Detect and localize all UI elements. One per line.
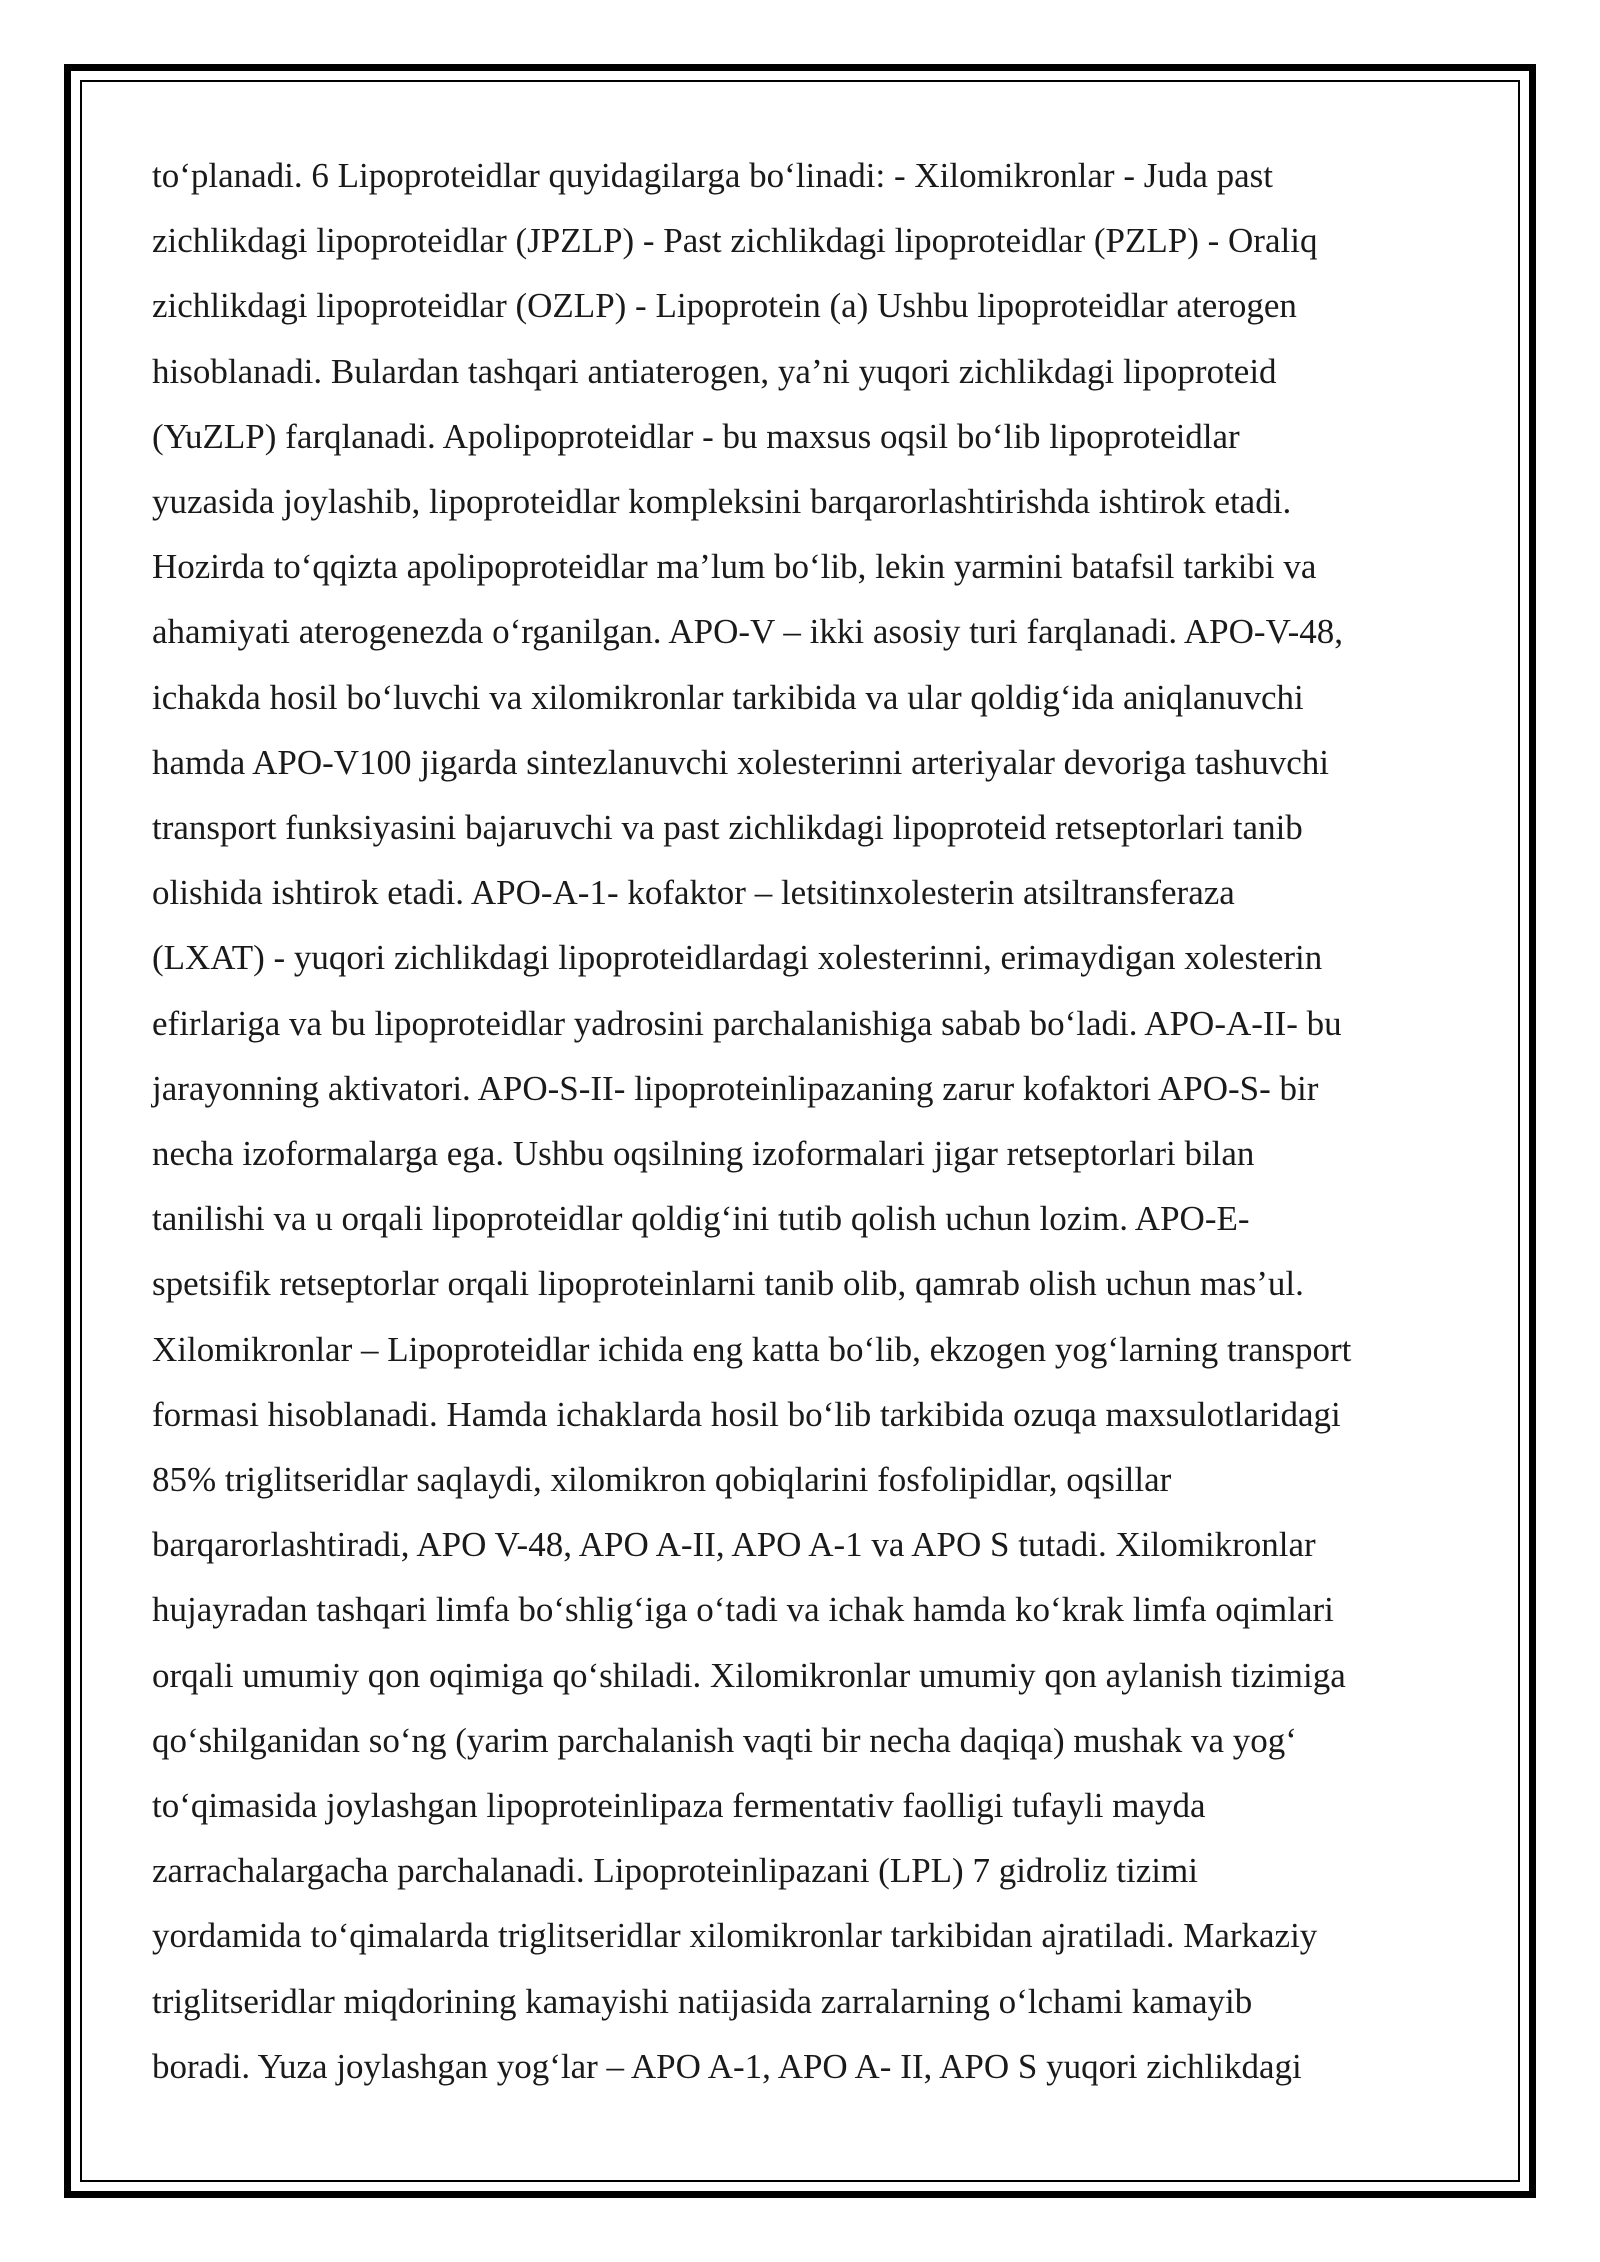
text-line: spetsifik retseptorlar orqali lipoproteinlarni tanib olib, qamrab olish uchun mas’ul. [152,1264,1304,1304]
body-text [152,143,1452,2099]
text-line: necha izoformalarga ega. Ushbu oqsilning izoformalari jigar retseptorlari bilan [152,1134,1255,1174]
text-line: hamda APO-V100 jigarda sintezlanuvchi xolesterinni arteriyalar devoriga tashuvchi [152,742,1329,782]
text-line: boradi. Yuza joylashgan yog‘lar – APO A-1, APO A- II, APO S yuqori zichlikdagi [152,2046,1302,2086]
text-line: ichakda hosil bo‘luvchi va xilomikronlar tarkibida va ular qoldig‘ida aniqlanuvchi [152,677,1304,717]
text-line: orqali umumiy qon oqimiga qo‘shiladi. Xilomikronlar umumiy qon aylanish tizimiga [152,1655,1346,1695]
text-line: Hozirda to‘qqizta apolipoproteidlar ma’lum bo‘lib, lekin yarmini batafsil tarkibi va [152,547,1317,587]
text-line: (LXAT) - yuqori zichlikdagi lipoproteidlardagi xolesterinni, erimaydigan xolesterin [152,938,1323,978]
text-line: Xilomikronlar – Lipoproteidlar ichida eng katta bo‘lib, ekzogen yog‘larning transport [152,1329,1352,1369]
text-line: triglitseridlar miqdorining kamayishi natijasida zarralarning o‘lchami kamayib [152,1981,1253,2021]
text-line: tanilishi va u orqali lipoproteidlar qoldig‘ini tutib qolish uchun lozim. APO-E- [152,1199,1250,1239]
text-line: olishida ishtirok etadi. APO-A-1- kofaktor – letsitinxolesterin atsiltransferaza [152,873,1235,913]
text-line: efirlariga va bu lipoproteidlar yadrosini parchalanishiga sabab bo‘ladi. APO-A-II- bu [152,1003,1342,1043]
text-line: barqarorlashtiradi, APO V-48, APO A-II, APO A-1 va APO S tutadi. Xilomikronlar [152,1525,1316,1565]
text-line: jarayonning aktivatori. APO-S-II- lipoproteinlipazaning zarur kofaktori APO-S- bir [152,1068,1319,1108]
text-line: qo‘shilganidan so‘ng (yarim parchalanish vaqti bir necha daqiqa) mushak va yog‘ [152,1720,1297,1760]
text-line: to‘planadi. 6 Lipoproteidlar quyidagilarga bo‘linadi: - Xilomikronlar - Juda past [152,156,1274,195]
text-line: yordamida to‘qimalarda triglitseridlar xilomikronlar tarkibidan ajratiladi. Markaziy [152,1916,1318,1956]
text-line: zarrachalargacha parchalanadi. Lipoproteinlipazani (LPL) 7 gidroliz tizimi [152,1851,1198,1891]
text-line: formasi hisoblanadi. Hamda ichaklarda hosil bo‘lib tarkibida ozuqa maxsulotlaridagi [152,1394,1341,1434]
text-line: ahamiyati aterogenezda o‘rganilgan. APO-V – ikki asosiy turi farqlanadi. APO-V-48, [152,612,1344,652]
text-line: 85% triglitseridlar saqlaydi, xilomikron qobiqlarini fosfolipidlar, oqsillar [152,1460,1172,1500]
text-line: yuzasida joylashib, lipoproteidlar kompleksini barqarorlashtirishda ishtirok etadi. [152,482,1292,522]
text-line: transport funksiyasini bajaruvchi va past zichlikdagi lipoproteid retseptorlari tanib [152,808,1303,848]
text-line: zichlikdagi lipoproteidlar (JPZLP) - Past zichlikdagi lipoproteidlar (PZLP) - Oraliq [152,221,1318,261]
text-line: hisoblanadi. Bulardan tashqari antiaterogen, ya’ni yuqori zichlikdagi lipoproteid [152,351,1277,391]
text-line: to‘qimasida joylashgan lipoproteinlipaza fermentativ faolligi tufayli mayda [152,1786,1206,1826]
text-line: zichlikdagi lipoproteidlar (OZLP) - Lipoprotein (a) Ushbu lipoproteidlar aterogen [152,286,1297,326]
text-line: (YuZLP) farqlanadi. Apolipoproteidlar - bu maxsus oqsil bo‘lib lipoproteidlar [152,416,1240,456]
text-line: hujayradan tashqari limfa bo‘shlig‘iga o‘tadi va ichak hamda ko‘krak limfa oqimlari [152,1590,1334,1630]
